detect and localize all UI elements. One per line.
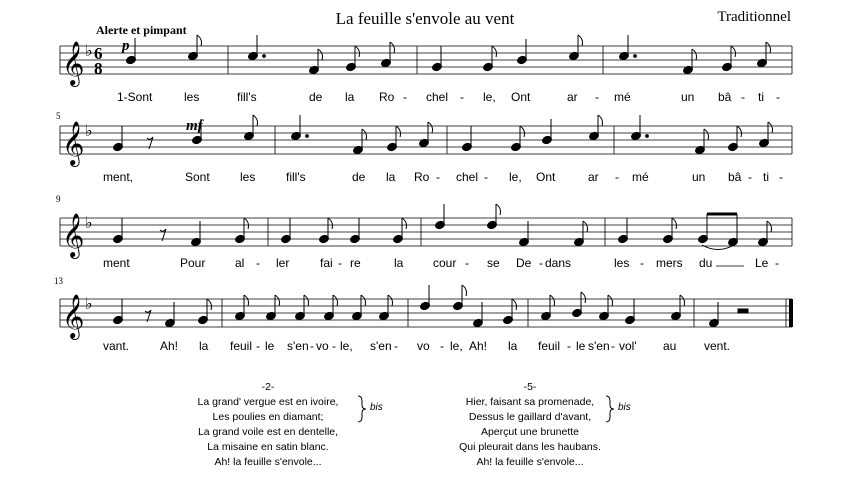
lyric-syllable: la <box>508 339 518 353</box>
lyric-syllable: - <box>775 256 779 270</box>
lyric-syllable: feuil <box>538 339 561 353</box>
time-signature-bottom: 8 <box>94 59 103 78</box>
lyric-syllable: mers <box>656 256 683 270</box>
lyric-syllable: de <box>352 170 366 184</box>
lyric-syllable: - <box>440 339 444 353</box>
lyric-syllable: feuil <box>230 339 253 353</box>
lyric-syllable: - <box>567 339 571 353</box>
lyric-syllable: les <box>184 90 200 104</box>
lyric-syllable: ment, <box>103 170 134 184</box>
lyric-syllable: ti <box>758 90 764 104</box>
lyric-syllable: - <box>403 90 407 104</box>
lyric-syllable: le, <box>340 339 353 353</box>
verse-5 <box>440 380 620 470</box>
lyric-syllable: - <box>256 339 260 353</box>
verse-line: Dessus le gaillard d'avant, <box>468 411 592 423</box>
lyric-syllable: bâ <box>728 170 742 184</box>
lyric-syllable: - <box>256 256 260 270</box>
lyric-syllable: - <box>332 339 336 353</box>
lyric-syllable: - <box>539 256 543 270</box>
measure-number: 9 <box>56 194 61 204</box>
lyric-syllable: de <box>309 90 323 104</box>
lyric-syllable: bâ <box>718 90 732 104</box>
time-signature-top: 6 <box>94 44 103 63</box>
lyric-syllable: mé <box>632 170 649 184</box>
lyric-syllable: mé <box>614 90 631 104</box>
lyric-syllable: vent. <box>704 339 731 353</box>
final-barline <box>789 299 793 327</box>
dynamic-marking: p <box>122 38 130 54</box>
lyrics-line-4 <box>103 339 730 353</box>
treble-clef-icon: 𝄞 <box>62 121 85 165</box>
lyric-syllable: 1-Sont <box>117 90 153 104</box>
lyric-syllable: se <box>487 256 500 270</box>
verse-2 <box>178 380 358 470</box>
lyric-syllable: Ro <box>379 90 395 104</box>
measure-number: 13 <box>54 276 63 286</box>
lyric-syllable: - <box>484 170 488 184</box>
staff-system-2 <box>56 111 792 184</box>
flat-icon: ♭ <box>85 294 93 313</box>
lyric-syllable: les <box>614 256 630 270</box>
verse-line: Aperçut une brunette <box>480 426 580 438</box>
lyric-syllable: Ah! <box>469 339 488 353</box>
repeat-mark: bis <box>370 402 383 413</box>
lyric-syllable: - <box>741 90 745 104</box>
lyric-syllable: al <box>235 256 245 270</box>
lyric-syllable: Sont <box>185 170 210 184</box>
lyric-syllable: vo <box>417 339 430 353</box>
staff-system-1 <box>60 35 792 104</box>
lyric-syllable: Ont <box>536 170 556 184</box>
half-rest-icon <box>738 309 748 313</box>
lyric-syllable: De <box>516 256 532 270</box>
lyric-syllable: - <box>640 256 644 270</box>
lyric-syllable: du <box>699 256 713 270</box>
lyric-syllable: fai <box>320 256 333 270</box>
tempo-marking: Alerte et pimpant <box>96 23 187 37</box>
song-title: La feuille s'envole au vent <box>335 9 515 28</box>
lyric-syllable: ar <box>567 90 578 104</box>
verse-line: Hier, faisant sa promenade, <box>465 396 595 408</box>
lyric-syllable: - <box>595 90 599 104</box>
verse-line: La grand voile est en dentelle, <box>197 426 339 438</box>
lyric-syllable: Pour <box>180 256 206 270</box>
lyric-syllable: s'en <box>588 339 610 353</box>
lyric-syllable: au <box>663 339 677 353</box>
verse-number: -5- <box>523 381 537 393</box>
lyric-syllable: le <box>265 339 275 353</box>
lyric-syllable: chel <box>426 90 449 104</box>
lyric-syllable: s'en <box>370 339 392 353</box>
lyric-syllable: le, <box>483 90 496 104</box>
verse-line: Qui pleurait dans les haubans. <box>459 441 601 453</box>
lyric-syllable: vol' <box>619 339 637 353</box>
lyric-syllable: vant. <box>103 339 130 353</box>
dynamic-marking: mf <box>186 118 203 134</box>
lyric-syllable: - <box>394 339 398 353</box>
verse-line: Ah! la feuille s'envole... <box>476 456 584 468</box>
lyric-syllable: fill's <box>237 90 257 104</box>
lyric-syllable: s'en <box>287 339 309 353</box>
lyric-syllable: re <box>350 256 361 270</box>
lyric-syllable: - <box>615 170 619 184</box>
lyric-syllable: le, <box>450 339 463 353</box>
lyric-syllable: fill's <box>286 170 306 184</box>
lyric-syllable: les <box>240 170 256 184</box>
lyric-syllable: ler <box>276 256 290 270</box>
lyric-syllable: la <box>199 339 209 353</box>
lyric-syllable: Ont <box>511 90 531 104</box>
lyric-syllable: - <box>611 339 615 353</box>
lyric-syllable: ment <box>103 256 130 270</box>
lyric-syllable: vo <box>316 339 329 353</box>
treble-clef-icon: 𝄞 <box>62 213 85 257</box>
verse-line: Les poulies en diamant; <box>212 411 324 423</box>
repeat-mark: bis <box>618 402 631 413</box>
lyric-syllable: Le <box>755 256 769 270</box>
lyrics-line-1 <box>117 90 780 104</box>
verse-number: -2- <box>261 381 275 393</box>
staff-system-3 <box>56 194 792 270</box>
lyric-syllable: - <box>436 170 440 184</box>
lyric-syllable: cour <box>433 256 457 270</box>
composer-credit: Traditionnel <box>717 9 791 25</box>
treble-clef-icon: 𝄞 <box>62 294 85 338</box>
lyric-syllable: Ro <box>414 170 430 184</box>
lyric-syllable: le <box>576 339 586 353</box>
lyric-syllable: Ah! <box>160 339 179 353</box>
lyric-syllable: ar <box>588 170 599 184</box>
bis-brace <box>358 396 366 422</box>
lyric-syllable: la <box>386 170 396 184</box>
verse-line: La grand' vergue est en ivoire, <box>197 396 339 408</box>
lyrics-line-2 <box>103 170 783 184</box>
treble-clef-icon: 𝄞 <box>62 41 85 85</box>
lyric-syllable: - <box>338 256 342 270</box>
lyric-syllable: chel <box>456 170 479 184</box>
flat-icon: ♭ <box>85 213 93 232</box>
lyric-syllable: ti <box>763 170 769 184</box>
staff-system-4 <box>54 276 793 353</box>
lyric-syllable: - <box>779 170 783 184</box>
lyric-syllable: - <box>310 339 314 353</box>
lyric-syllable: la <box>394 256 404 270</box>
lyric-syllable: la <box>345 90 355 104</box>
lyrics-line-3 <box>103 256 779 270</box>
lyric-syllable: dans <box>545 256 572 270</box>
lyric-syllable: - <box>460 90 464 104</box>
lyric-syllable: un <box>681 90 695 104</box>
lyric-syllable: - <box>465 256 469 270</box>
lyric-syllable: - <box>748 170 752 184</box>
flat-icon: ♭ <box>85 41 93 60</box>
lyric-syllable: un <box>692 170 706 184</box>
flat-icon: ♭ <box>85 121 93 140</box>
measure-number: 5 <box>56 111 61 121</box>
lyric-syllable: le, <box>509 170 522 184</box>
verse-line: Ah! la feuille s'envole... <box>214 456 322 468</box>
lyric-syllable: - <box>776 90 780 104</box>
verse-line: La misaine en satin blanc. <box>207 441 329 453</box>
